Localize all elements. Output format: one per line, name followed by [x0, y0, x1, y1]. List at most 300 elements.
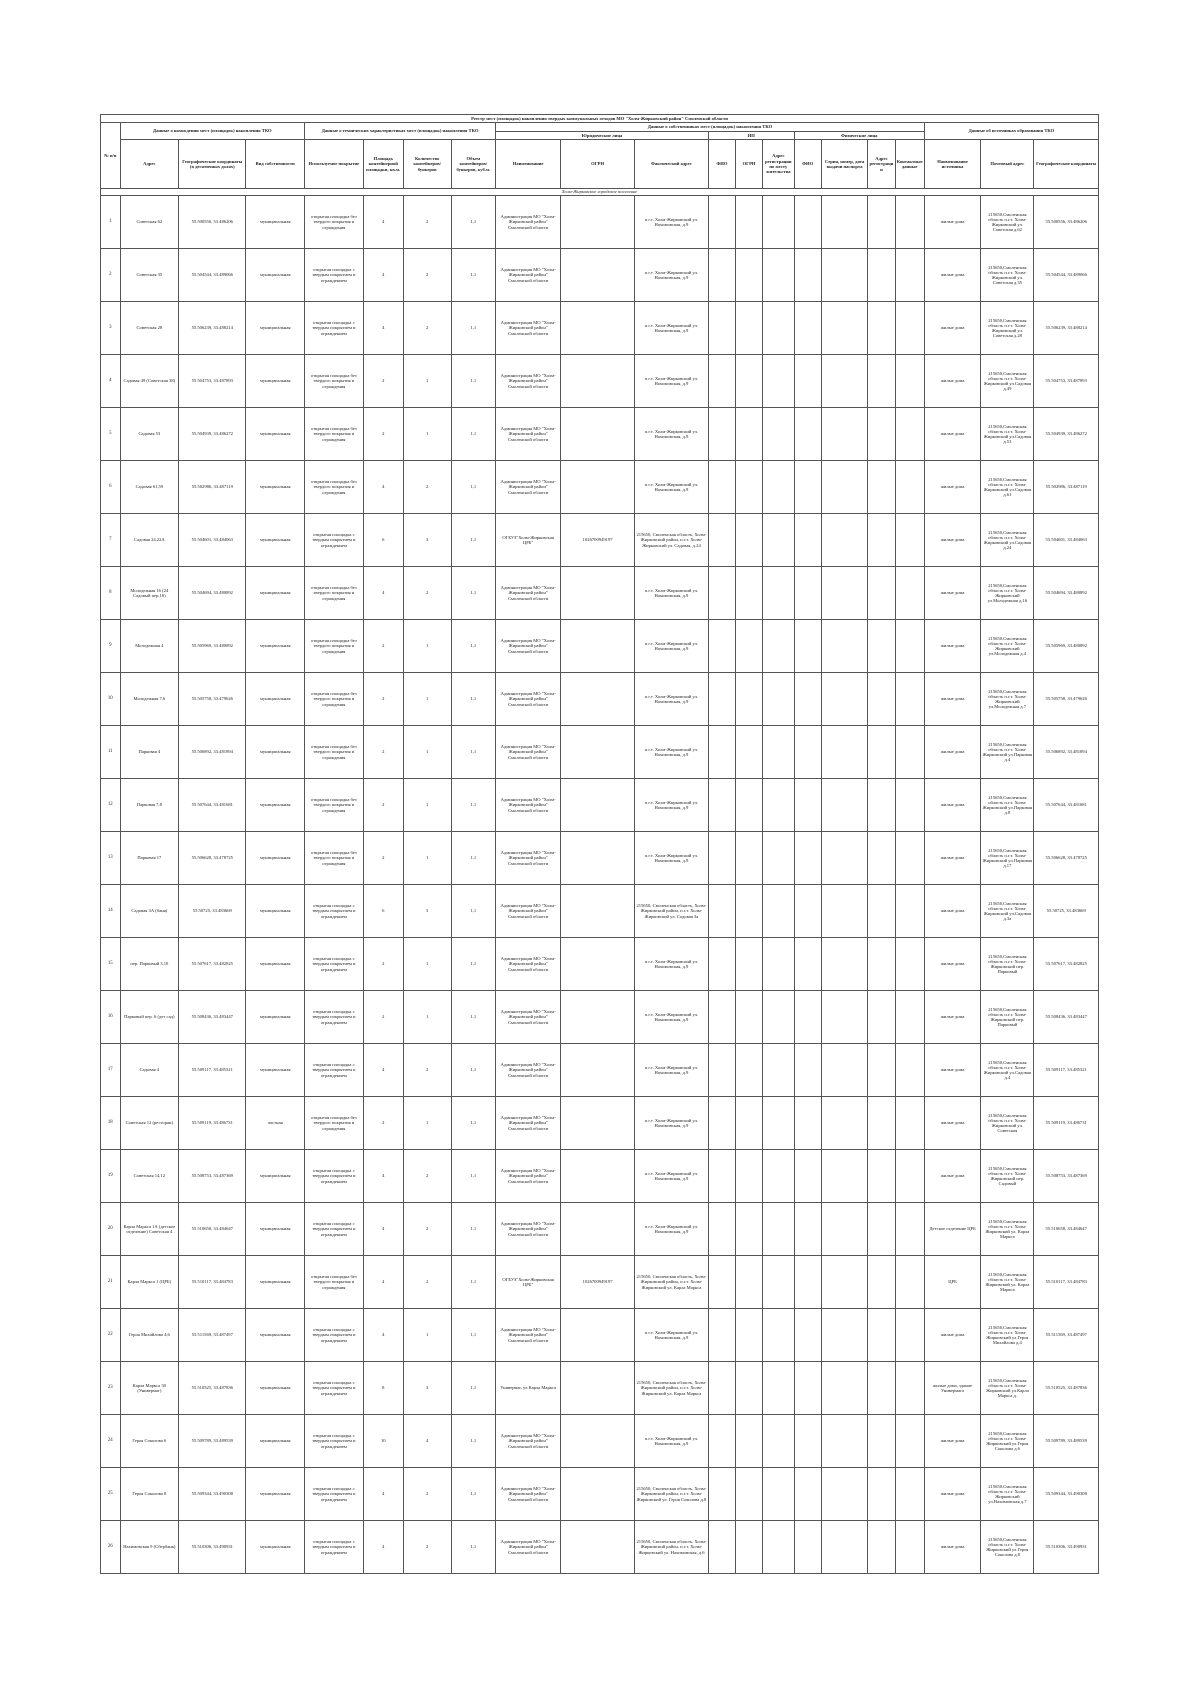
cell-coords: 55.500556, 33.486206 [179, 196, 246, 249]
cell-volume: 1,1 [451, 1150, 496, 1203]
table-row [101, 726, 1099, 779]
table-row [101, 1468, 1099, 1521]
cell-count: 2 [403, 1150, 451, 1203]
cell-volume: 1,1 [451, 567, 496, 620]
cell-area: 2 [363, 832, 403, 885]
col-surface: Используемое покрытие [305, 140, 364, 189]
cell-n: 22 [101, 1309, 121, 1362]
cell-src-coords: 55.500556, 33.486206 [1034, 196, 1099, 249]
cell-ownership: муниципальная [246, 514, 305, 567]
cell-empty [895, 514, 924, 567]
cell-src-coords: 55.510306, 33.490931 [1034, 1521, 1099, 1574]
cell-empty [708, 1256, 735, 1309]
cell-empty [868, 355, 895, 408]
cell-volume: 1,1 [451, 1256, 496, 1309]
cell-area: 4 [363, 1256, 403, 1309]
cell-area: 4 [363, 1468, 403, 1521]
cell-empty [763, 1256, 794, 1309]
cell-area: 2 [363, 991, 403, 1044]
cell-legal-addr: п.г.т. Холм-Жирковский ул. Нахимовская, д.9 [635, 408, 709, 461]
cell-legal-addr: 215650, Смоленская область, Холм-Жирковский район, п.г.т. Холм-Жирковский ул. Садовая, д.24 [635, 514, 709, 567]
cell-legal-name: Администрация МО "Холм-Жирковский район" Смоленской области [496, 620, 561, 673]
cell-surface: открытая площадка с твердым покрытием и ограждением [305, 1521, 364, 1574]
cell-volume: 1,1 [451, 196, 496, 249]
cell-area: 6 [363, 514, 403, 567]
cell-count: 2 [403, 1203, 451, 1256]
cell-src-coords: 55.502986, 33.487119 [1034, 461, 1099, 514]
cell-empty [794, 1309, 821, 1362]
cell-volume: 1,1 [451, 1044, 496, 1097]
cell-empty [763, 355, 794, 408]
cell-legal-ogrn [561, 408, 635, 461]
cell-count: 3 [403, 885, 451, 938]
cell-surface: открытая площадка с твердым покрытием и ограждением [305, 1203, 364, 1256]
cell-src-addr: 215650,Смоленская область п.г.т. Холм-Жирковский ул.Садовая д.3а [981, 885, 1034, 938]
cell-n: 14 [101, 885, 121, 938]
cell-area: 4 [363, 1044, 403, 1097]
cell-empty [735, 938, 762, 991]
cell-src-name: жилые дома [924, 779, 980, 832]
cell-legal-addr: п.г.т. Холм-Жирковский ул. Нахимовская, д.9 [635, 567, 709, 620]
cell-address: Садовая 61,59 [120, 461, 179, 514]
cell-src-addr: 215650,Смоленская область п.г.т. Холм-Жирковский ул.Садовая д.53 [981, 408, 1034, 461]
cell-empty [868, 991, 895, 1044]
cell-empty [794, 1468, 821, 1521]
cell-area: 2 [363, 408, 403, 461]
cell-surface: открытая площадка с твердым покрытием и ограждением [305, 938, 364, 991]
cell-volume: 1,1 [451, 514, 496, 567]
cell-n: 1 [101, 196, 121, 249]
cell-legal-addr: 215650, Смоленская область, Холм-Жирковский район, п.г.т. Холм-Жирковский ул. Героя Соколова д.8 [635, 1468, 709, 1521]
cell-coords: 55.511569, 33.487497 [179, 1309, 246, 1362]
cell-empty [794, 938, 821, 991]
cell-count: 2 [403, 567, 451, 620]
cell-surface: открытая площадка без твердого покрытия и ограждения [305, 779, 364, 832]
col-legal-addr: Фактический адрес [635, 140, 709, 189]
cell-surface: открытая площадка с твердым покрытием и ограждением [305, 302, 364, 355]
cell-empty [868, 885, 895, 938]
cell-legal-name: Администрация МО "Холм-Жирковский район" Смоленской области [496, 1468, 561, 1521]
cell-empty [708, 1309, 735, 1362]
cell-surface: открытая площадка без твердого покрытия и ограждения [305, 620, 364, 673]
cell-empty [735, 1203, 762, 1256]
cell-legal-name: Администрация МО "Холм-Жирковский район" Смоленской области [496, 726, 561, 779]
cell-address: Молодежная 7,6 [120, 673, 179, 726]
cell-legal-ogrn [561, 1044, 635, 1097]
cell-area: 4 [363, 249, 403, 302]
cell-coords: 55.509119, 33.486731 [179, 1097, 246, 1150]
cell-empty [868, 832, 895, 885]
cell-src-addr: 215650,Смоленская область п.г.т. Холм-Жирковский ул.Парковая д.4 [981, 726, 1034, 779]
cell-empty [895, 779, 924, 832]
cell-empty [763, 832, 794, 885]
cell-n: 9 [101, 620, 121, 673]
cell-legal-ogrn [561, 567, 635, 620]
cell-empty [708, 779, 735, 832]
cell-area: 4 [363, 1521, 403, 1574]
cell-empty [821, 1415, 868, 1468]
cell-count: 3 [403, 1362, 451, 1415]
cell-address: Садовая 3А (баня) [120, 885, 179, 938]
cell-empty [763, 514, 794, 567]
cell-empty [708, 1521, 735, 1574]
cell-coords: 55.509117, 33.485321 [179, 1044, 246, 1097]
cell-empty [708, 1097, 735, 1150]
cell-empty [821, 355, 868, 408]
cell-area: 4 [363, 461, 403, 514]
cell-legal-ogrn [561, 1309, 635, 1362]
cell-empty [895, 1362, 924, 1415]
cell-empty [868, 461, 895, 514]
cell-ownership: муниципальная [246, 673, 305, 726]
cell-src-addr: 215650,Смоленская область п.г.т. Холм-Жирковский пер. Парковый [981, 991, 1034, 1044]
cell-legal-name: Администрация МО "Холм-Жирковский район" Смоленской области [496, 779, 561, 832]
cell-src-name: жилые дома [924, 673, 980, 726]
cell-legal-addr: п.г.т. Холм-Жирковский ул. Нахимовская, д.9 [635, 1150, 709, 1203]
cell-empty [868, 567, 895, 620]
cell-ownership: муниципальная [246, 567, 305, 620]
cell-empty [708, 514, 735, 567]
cell-empty [794, 1256, 821, 1309]
cell-empty [895, 1415, 924, 1468]
cell-empty [735, 1521, 762, 1574]
cell-legal-ogrn: 1026700949197 [561, 514, 635, 567]
cell-count: 2 [403, 1044, 451, 1097]
cell-ownership: муниципальная [246, 1150, 305, 1203]
col-n: № п/п [101, 123, 121, 189]
col-volume: Объем контейнеров/бункеров, куб.м. [451, 140, 496, 189]
cell-legal-ogrn [561, 302, 635, 355]
table-row [101, 1415, 1099, 1468]
cell-area: 4 [363, 1203, 403, 1256]
cell-area: 4 [363, 196, 403, 249]
cell-empty [735, 726, 762, 779]
cell-empty [794, 620, 821, 673]
cell-surface: открытая площадка с твердым покрытием и ограждением [305, 514, 364, 567]
cell-legal-ogrn [561, 620, 635, 673]
cell-volume: 1,1 [451, 779, 496, 832]
cell-empty [735, 249, 762, 302]
cell-volume: 1,1 [451, 726, 496, 779]
cell-empty [763, 408, 794, 461]
cell-surface: открытая площадка без твердого покрытия и ограждения [305, 1097, 364, 1150]
cell-src-addr: 215650,Смоленская область п.г.т. Холм-Жирковский ул.Молодежная д.7 [981, 673, 1034, 726]
cell-empty [735, 885, 762, 938]
cell-src-name: жилые дома [924, 1044, 980, 1097]
cell-empty [708, 673, 735, 726]
cell-legal-ogrn [561, 832, 635, 885]
cell-surface: открытая площадка с твердым покрытием и ограждением [305, 1415, 364, 1468]
cell-area: 2 [363, 355, 403, 408]
cell-empty [821, 567, 868, 620]
cell-legal-ogrn [561, 779, 635, 832]
cell-src-addr: 215650,Смоленская область п.г.т. Холм-Жирковский ул.Садовая д.4 [981, 1044, 1034, 1097]
cell-src-name: жилые дома [924, 885, 980, 938]
cell-count: 4 [403, 1415, 451, 1468]
cell-n: 21 [101, 1256, 121, 1309]
cell-address: Нахимовская 9 (Сбербанк) [120, 1521, 179, 1574]
cell-coords: 55.509789, 33.489539 [179, 1415, 246, 1468]
cell-coords: 55.507617, 33.482825 [179, 938, 246, 991]
cell-coords: 55.509344, 33.490308 [179, 1468, 246, 1521]
cell-src-coords: 55.50725, 33.483669 [1034, 885, 1099, 938]
cell-empty [895, 461, 924, 514]
cell-area: 10 [363, 1415, 403, 1468]
cell-address: Парковый пер. 6 (дет сад) [120, 991, 179, 1044]
cell-legal-ogrn [561, 726, 635, 779]
group-ip: ИП [708, 132, 794, 140]
cell-address: Садовая 4 [120, 1044, 179, 1097]
cell-empty [868, 302, 895, 355]
cell-legal-addr: 215650, Смоленская область, Холм-Жирковский район, п.г.т. Холм-Жирковский ул. Карла Маркса [635, 1362, 709, 1415]
cell-src-name: жилые дома, здание Универмага [924, 1362, 980, 1415]
cell-surface: открытая площадка с твердым покрытием и ограждением [305, 1468, 364, 1521]
cell-empty [794, 1097, 821, 1150]
cell-legal-addr: 215650, Смоленская область, Холм-Жирковский район, п.г.т. Холм-Жирковский ул. Садовая 3а [635, 885, 709, 938]
cell-empty [763, 302, 794, 355]
cell-surface: открытая площадка без твердого покрытия и ограждения [305, 461, 364, 514]
cell-surface: открытая площадка с твердым покрытием и ограждением [305, 885, 364, 938]
cell-empty [895, 1256, 924, 1309]
cell-src-name: жилые дома [924, 461, 980, 514]
table-row [101, 249, 1099, 302]
cell-address: Садовая 24,22А [120, 514, 179, 567]
cell-count: 1 [403, 408, 451, 461]
cell-legal-name: Администрация МО "Холм-Жирковский район" Смоленской области [496, 1044, 561, 1097]
cell-empty [895, 726, 924, 779]
cell-count: 1 [403, 673, 451, 726]
cell-empty [763, 461, 794, 514]
cell-legal-ogrn [561, 355, 635, 408]
cell-count: 1 [403, 938, 451, 991]
cell-legal-ogrn [561, 991, 635, 1044]
cell-empty [821, 991, 868, 1044]
cell-legal-addr: п.г.т. Холм-Жирковский ул. Нахимовская, д.9 [635, 196, 709, 249]
cell-empty [868, 1150, 895, 1203]
cell-src-name: жилые дома [924, 620, 980, 673]
cell-legal-name: Администрация МО "Холм-Жирковский район" Смоленской области [496, 196, 561, 249]
cell-ownership: частная [246, 1097, 305, 1150]
cell-surface: открытая площадка без твердого покрытия и ограждения [305, 726, 364, 779]
cell-src-coords: 55.504753, 33.487893 [1034, 355, 1099, 408]
cell-coords: 55.510658, 33.484647 [179, 1203, 246, 1256]
cell-legal-ogrn [561, 1415, 635, 1468]
registry-sheet [100, 114, 1099, 1574]
cell-src-addr: 215650,Смоленская область п.г.т. Холм-Жирковский ул. Советская д.28 [981, 302, 1034, 355]
cell-n: 26 [101, 1521, 121, 1574]
cell-legal-name: Универмаг, ул.Карла Маркса [496, 1362, 561, 1415]
table-row [101, 1150, 1099, 1203]
cell-n: 17 [101, 1044, 121, 1097]
cell-ownership: муниципальная [246, 991, 305, 1044]
cell-volume: 1,1 [451, 1415, 496, 1468]
table-row [101, 938, 1099, 991]
cell-empty [735, 1256, 762, 1309]
cell-empty [895, 1468, 924, 1521]
cell-ownership: муниципальная [246, 620, 305, 673]
col-ip-addr: Адрес регистрации по месту жительства [763, 140, 794, 189]
cell-legal-ogrn [561, 938, 635, 991]
cell-src-coords: 55.504939, 33.486272 [1034, 408, 1099, 461]
cell-coords: 55.506239, 33.488214 [179, 302, 246, 355]
cell-coords: 55.510306, 33.490931 [179, 1521, 246, 1574]
registry-title: Реестр мест (площадок) накопления твердых коммунальных отходов МО "Холм-Жирковский район" Смоленской области [101, 115, 1099, 123]
cell-legal-name: Администрация МО "Холм-Жирковский район" Смоленской области [496, 302, 561, 355]
cell-empty [763, 885, 794, 938]
cell-empty [868, 408, 895, 461]
cell-n: 3 [101, 302, 121, 355]
cell-n: 4 [101, 355, 121, 408]
cell-empty [735, 620, 762, 673]
cell-ownership: муниципальная [246, 408, 305, 461]
cell-legal-name: Администрация МО "Холм-Жирковский район" Смоленской области [496, 461, 561, 514]
cell-src-addr: 215650,Смоленская область п.г.т. Холм-Жирковский ул. Карла Маркса [981, 1203, 1034, 1256]
cell-count: 2 [403, 1468, 451, 1521]
cell-area: 8 [363, 1362, 403, 1415]
cell-legal-addr: п.г.т. Холм-Жирковский ул. Нахимовская, д.9 [635, 1309, 709, 1362]
cell-empty [821, 1150, 868, 1203]
table-row [101, 461, 1099, 514]
table-row [101, 991, 1099, 1044]
cell-ownership: муниципальная [246, 1468, 305, 1521]
cell-coords: 55.506892, 33.481894 [179, 726, 246, 779]
cell-address: Садовая 53 [120, 408, 179, 461]
cell-n: 6 [101, 461, 121, 514]
cell-address: Парковая 4 [120, 726, 179, 779]
cell-count: 1 [403, 1309, 451, 1362]
cell-n: 18 [101, 1097, 121, 1150]
cell-n: 13 [101, 832, 121, 885]
cell-ownership: муниципальная [246, 249, 305, 302]
col-count: Количество контейнеров/бункеров [403, 140, 451, 189]
cell-src-coords: 55.507644, 33.481681 [1034, 779, 1099, 832]
col-ph-fio: ФИО [794, 140, 821, 189]
cell-count: 1 [403, 779, 451, 832]
cell-src-coords: 55.505969, 33.480892 [1034, 620, 1099, 673]
cell-src-coords: 55.509119, 33.486731 [1034, 1097, 1099, 1150]
group-location: Данные о нахождении мест (площадок) накопления ТКО [120, 123, 305, 140]
cell-area: 6 [363, 885, 403, 938]
cell-volume: 1,1 [451, 461, 496, 514]
cell-count: 1 [403, 726, 451, 779]
cell-empty [794, 249, 821, 302]
table-row [101, 1044, 1099, 1097]
cell-empty [708, 620, 735, 673]
cell-src-coords: 55.506892, 33.481894 [1034, 726, 1099, 779]
cell-empty [708, 885, 735, 938]
cell-empty [763, 726, 794, 779]
cell-ownership: муниципальная [246, 1203, 305, 1256]
cell-src-addr: 215650,Смоленская область п.г.т. Холм-Жирковский ул.Героя Соколова д.8 [981, 1521, 1034, 1574]
cell-empty [763, 1150, 794, 1203]
cell-empty [895, 567, 924, 620]
cell-empty [821, 461, 868, 514]
cell-address: Парковая 7,8 [120, 779, 179, 832]
cell-empty [895, 196, 924, 249]
cell-legal-ogrn [561, 1097, 635, 1150]
cell-empty [794, 567, 821, 620]
cell-empty [868, 249, 895, 302]
cell-legal-ogrn [561, 1203, 635, 1256]
cell-empty [794, 885, 821, 938]
cell-empty [708, 1362, 735, 1415]
cell-empty [821, 832, 868, 885]
cell-legal-ogrn [561, 1362, 635, 1415]
cell-n: 12 [101, 779, 121, 832]
group-sources: Данные об источниках образования ТКО [924, 123, 1098, 140]
cell-empty [735, 355, 762, 408]
table-row [101, 1097, 1099, 1150]
cell-count: 1 [403, 355, 451, 408]
cell-surface: открытая площадка без твердого покрытия и ограждения [305, 567, 364, 620]
cell-empty [895, 1203, 924, 1256]
cell-src-coords: 55.510525, 33.487836 [1034, 1362, 1099, 1415]
cell-src-addr: 215650,Смоленская область п.г.т. Холм-Жирковский ул. Советская д.62 [981, 196, 1034, 249]
cell-src-coords: 55.509789, 33.489539 [1034, 1415, 1099, 1468]
cell-src-addr: 215650,Смоленская область п.г.т. Холм-Жирковский ул.Героя Михайлова д.4 [981, 1309, 1034, 1362]
cell-empty [735, 1044, 762, 1097]
cell-src-addr: 215650,Смоленская область п.г.т. Холм-Жирковский ул.Молодежная д.16 [981, 567, 1034, 620]
cell-empty [735, 1150, 762, 1203]
cell-src-coords: 55.508436, 33.483447 [1034, 991, 1099, 1044]
cell-volume: 1,1 [451, 355, 496, 408]
cell-src-coords: 55.504601, 33.484063 [1034, 514, 1099, 567]
cell-legal-name: Администрация МО "Холм-Жирковский район" Смоленской области [496, 1415, 561, 1468]
cell-empty [895, 355, 924, 408]
cell-legal-name: Администрация МО "Холм-Жирковский район" Смоленской области [496, 1521, 561, 1574]
cell-empty [895, 249, 924, 302]
cell-count: 3 [403, 514, 451, 567]
cell-legal-name: ОГБУЗ"Холм-Жирковская ЦРБ" [496, 1256, 561, 1309]
cell-address: Советская 28 [120, 302, 179, 355]
cell-address: Героя Михайлова 4,6 [120, 1309, 179, 1362]
cell-empty [821, 249, 868, 302]
cell-surface: открытая площадка без твердого покрытия и ограждения [305, 832, 364, 885]
cell-empty [763, 938, 794, 991]
cell-empty [895, 991, 924, 1044]
cell-n: 7 [101, 514, 121, 567]
table-row [101, 514, 1099, 567]
cell-legal-name: Администрация МО "Холм-Жирковский район" Смоленской области [496, 1150, 561, 1203]
cell-empty [735, 461, 762, 514]
cell-address: Героя Соколова 6 [120, 1415, 179, 1468]
cell-empty [868, 514, 895, 567]
cell-empty [895, 1044, 924, 1097]
cell-src-name: жилые дома [924, 249, 980, 302]
col-ip-ogrn: ОГРН [735, 140, 762, 189]
cell-empty [763, 1362, 794, 1415]
cell-legal-name: Администрация МО "Холм-Жирковский район" Смоленской области [496, 249, 561, 302]
cell-src-name: жилые дома [924, 991, 980, 1044]
cell-ownership: муниципальная [246, 1521, 305, 1574]
cell-empty [708, 408, 735, 461]
cell-legal-addr: п.г.т. Холм-Жирковский ул. Нахимовская, д.9 [635, 938, 709, 991]
cell-address: Садовая 49 (Советская 38) [120, 355, 179, 408]
cell-count: 2 [403, 461, 451, 514]
cell-src-addr: 215650,Смоленская область п.г.т. Холм-Жирковский ул.Садовая д.49 [981, 355, 1034, 408]
cell-address: Молодежная 16 (24 Садовый пер.16) [120, 567, 179, 620]
cell-src-coords: 55.506239, 33.488214 [1034, 302, 1099, 355]
cell-coords: 55.504601, 33.484063 [179, 514, 246, 567]
cell-legal-ogrn [561, 196, 635, 249]
table-row [101, 1309, 1099, 1362]
cell-legal-addr: п.г.т. Холм-Жирковский ул. Нахимовская, д.9 [635, 991, 709, 1044]
cell-empty [735, 1362, 762, 1415]
cell-src-coords: 55.504694, 33.480892 [1034, 567, 1099, 620]
cell-empty [794, 1362, 821, 1415]
cell-empty [895, 673, 924, 726]
cell-empty [895, 832, 924, 885]
